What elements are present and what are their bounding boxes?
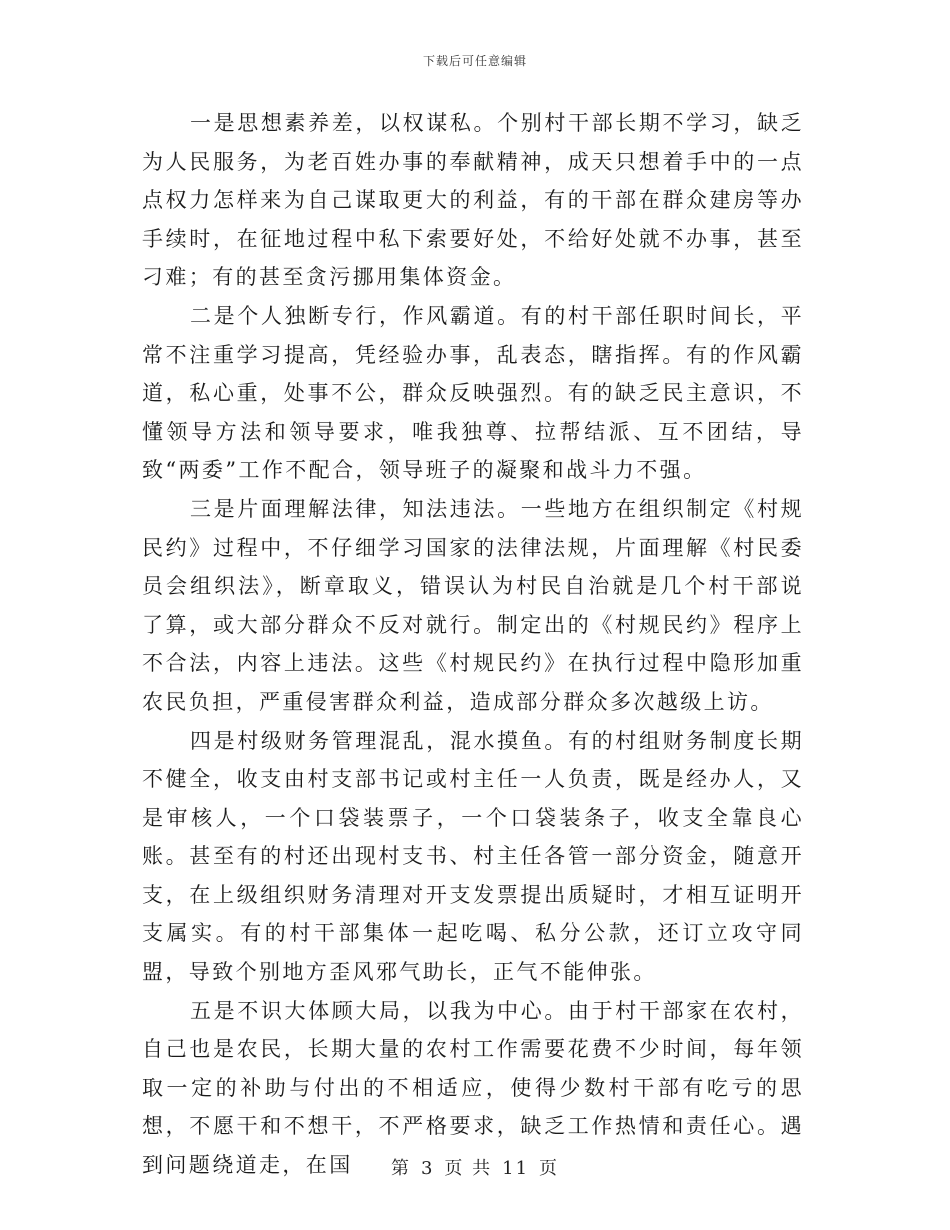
footer-current-page: 3 <box>420 1158 435 1179</box>
footer-prefix: 第 <box>390 1158 411 1179</box>
footer-middle: 页 共 <box>444 1158 493 1179</box>
paragraph-3: 三是片面理解法律，知法违法。一些地方在组织制定《村规民约》过程中，不仔细学习国家的法律法规，片面理解《村民委员会组织法》，断章取义，错误认为村民自治就是几个村干部说了算，或大部分群众不反对就行。制定出的《村规民约》程序上不合法，内容上违法。这些《村规民约》在执行过程中隐形加重农民负担，严重侵害群众利益，造成部分群众多次越级上访。 <box>142 496 804 714</box>
paragraph-4: 四是村级财务管理混乱，混水摸鱼。有的村组财务制度长期不健全，收支由村支部书记或村主任一人负责，既是经办人，又是审核人，一个口袋装票子，一个口袋装条子，收支全靠良心账。甚至有的村还出现村支书、村主任各管一部分资金，随意开支，在上级组织财务清理对开支发票提出质疑时，才相互证明开支属实。有的村干部集体一起吃喝、私分公款，还订立攻守同盟，导致个别地方歪风邪气助长，正气不能伸张。 <box>142 728 804 985</box>
footer-total-pages: 11 <box>502 1158 530 1179</box>
paragraph-5: 五是不识大体顾大局，以我为中心。由于村干部家在农村，自己也是农民，长期大量的农村工作需要花费不少时间，每年领取一定的补助与付出的不相适应，使得少数村干部有吃亏的思想，不愿干和不想干，不严格要求，缺乏工作热情和责任心。遇到问题绕道走，在国 <box>142 998 804 1178</box>
page-footer <box>0 1154 950 1180</box>
page-header: 下载后可任意编辑 <box>422 54 527 68</box>
paragraph-2: 二是个人独断专行，作风霸道。有的村干部任职时间长，平常不注重学习提高，凭经验办事，乱表态，瞎指挥。有的作风霸道，私心重，处事不公，群众反映强烈。有的缺乏民主意识，不懂领导方法和领导要求，唯我独尊、拉帮结派、互不团结，导致“两委”工作不配合，领导班子的凝聚和战斗力不强。 <box>142 303 804 483</box>
paragraph-1: 一是思想素养差，以权谋私。个别村干部长期不学习，缺乏为人民服务，为老百姓办事的奉献精神，成天只想着手中的一点点权力怎样来为自己谋取更大的利益，有的干部在群众建房等办手续时，在征地过程中私下索要好处，不给好处就不办事，甚至刁难；有的甚至贪污挪用集体资金。 <box>142 111 804 290</box>
footer-suffix: 页 <box>539 1158 560 1179</box>
document-body <box>142 104 804 1185</box>
